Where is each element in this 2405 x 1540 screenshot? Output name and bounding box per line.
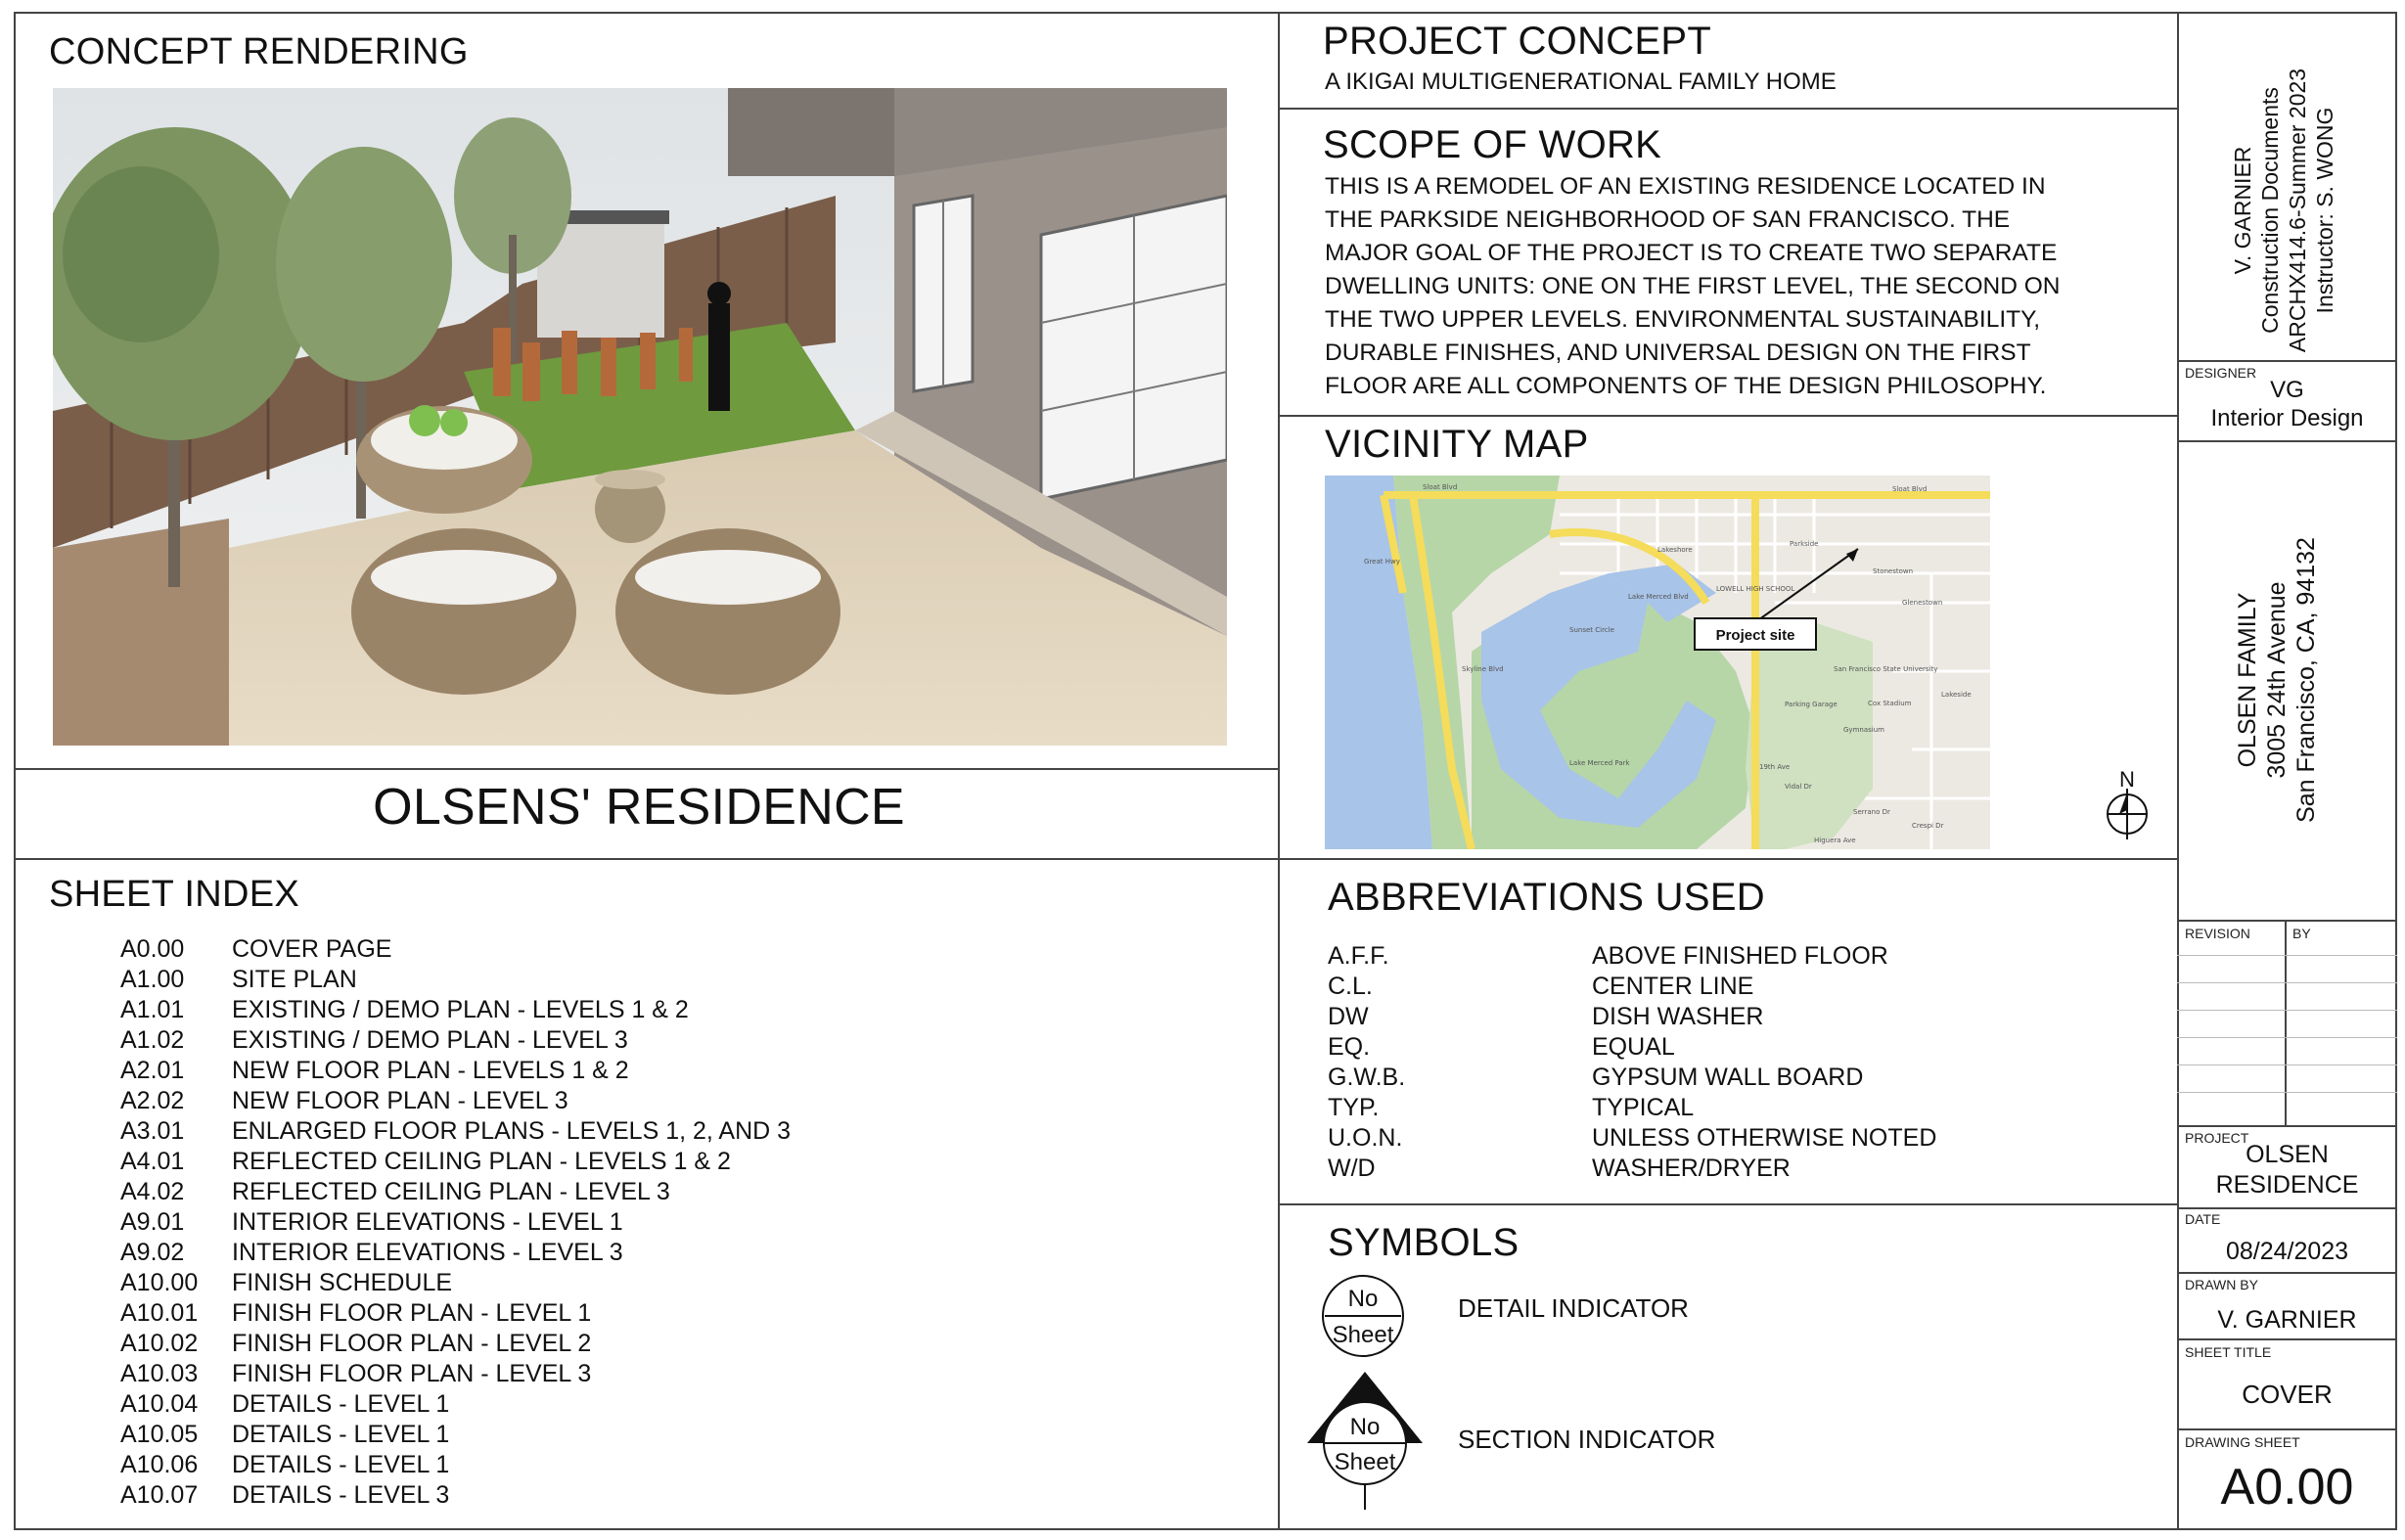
detail-indicator-symbol: [1321, 1272, 1409, 1360]
drawn-by-value: V. GARNIER: [2217, 1306, 2357, 1334]
revision-row-line: [2177, 1064, 2397, 1065]
svg-text:No: No: [1349, 1414, 1381, 1440]
revision-row-line: [2177, 955, 2397, 956]
designer-initials: VG: [2270, 377, 2304, 403]
map-label: Lakeshore: [1657, 546, 1693, 554]
map-label: Glenestown: [1902, 599, 1943, 607]
list-item: A10.01 FINISH FLOOR PLAN - LEVEL 1: [120, 1299, 592, 1327]
divider-scope: [1278, 415, 2177, 417]
map-label: Higuera Ave: [1814, 837, 1856, 844]
frame-bottom: [14, 1528, 2397, 1530]
map-label: Cox Stadium: [1868, 700, 1912, 707]
divider-left-mid: [14, 858, 1278, 860]
scope-line: DURABLE FINISHES, AND UNIVERSAL DESIGN ON THE FIRST: [1325, 340, 2031, 366]
frame-right: [2395, 12, 2397, 1530]
scope-line: THIS IS A REMODEL OF AN EXISTING RESIDENCE LOCATED IN: [1325, 173, 2046, 200]
client-city: San Francisco, CA, 94132: [2292, 537, 2320, 823]
list-item: A9.02 INTERIOR ELEVATIONS - LEVEL 3: [120, 1239, 623, 1266]
by-label: BY: [2292, 926, 2311, 941]
table-row: G.W.B. GYPSUM WALL BOARD: [1328, 1064, 1864, 1091]
frame-top: [14, 12, 2397, 14]
date-value: 08/24/2023: [2225, 1238, 2349, 1265]
table-row: U.O.N. UNLESS OTHERWISE NOTED: [1328, 1124, 1937, 1152]
map-label: Great Hwy: [1364, 558, 1400, 566]
revision-row-line: [2177, 1010, 2397, 1011]
date-label: DATE: [2185, 1211, 2221, 1227]
tb-divider-7: [2177, 1338, 2397, 1340]
list-item: A4.02 REFLECTED CEILING PLAN - LEVEL 3: [120, 1178, 670, 1205]
list-item: A0.00 COVER PAGE: [120, 935, 392, 963]
drawn-by-label: DRAWN BY: [2185, 1277, 2258, 1292]
divider-rendering-bottom: [14, 768, 1278, 770]
table-row: A.F.F. ABOVE FINISHED FLOOR: [1328, 942, 1888, 970]
table-row: W/D WASHER/DRYER: [1328, 1155, 1791, 1182]
client-name: OLSEN FAMILY: [2234, 592, 2261, 768]
divider-title-block: [2177, 12, 2179, 1530]
list-item: A10.05 DETAILS - LEVEL 1: [120, 1421, 450, 1448]
map-label: Gymnasium: [1843, 726, 1884, 734]
tb-divider-6: [2177, 1272, 2397, 1274]
project-site-callout: Project site: [1715, 627, 1795, 644]
table-row: DW DISH WASHER: [1328, 1003, 1764, 1030]
map-label: Vidal Dr: [1785, 783, 1812, 791]
map-label: Sloat Blvd: [1892, 485, 1928, 493]
frame-left: [14, 12, 16, 1530]
vicinity-map-heading: VICINITY MAP: [1325, 423, 1589, 466]
sheet-title-value: COVER: [2242, 1380, 2333, 1409]
list-item: A10.02 FINISH FLOOR PLAN - LEVEL 2: [120, 1330, 592, 1357]
map-label: Sloat Blvd: [1423, 483, 1458, 491]
section-indicator-label: SECTION INDICATOR: [1458, 1425, 1716, 1454]
list-item: A10.07 DETAILS - LEVEL 3: [120, 1481, 450, 1509]
map-label: LOWELL HIGH SCHOOL: [1716, 585, 1795, 593]
map-label: Stonestown: [1873, 567, 1914, 575]
project-line-1: OLSEN: [2246, 1141, 2329, 1168]
divider-vicinity: [1278, 858, 2177, 860]
scope-line: THE TWO UPPER LEVELS. ENVIRONMENTAL SUSTAINABILITY,: [1325, 306, 2041, 333]
map-label: Skyline Blvd: [1462, 665, 1504, 673]
revision-row-line: [2177, 1037, 2397, 1038]
table-row: TYP. TYPICAL: [1328, 1094, 1695, 1121]
tb-divider-8: [2177, 1428, 2397, 1430]
client-address: 3005 24th Avenue: [2263, 581, 2291, 779]
scope-line: THE PARKSIDE NEIGHBORHOOD OF SAN FRANCISCO. THE: [1325, 206, 2011, 233]
list-item: A9.01 INTERIOR ELEVATIONS - LEVEL 1: [120, 1208, 623, 1236]
map-label: Serrano Dr: [1853, 808, 1890, 816]
designer-label: DESIGNER: [2185, 365, 2257, 381]
course-code: ARCHX414.6-Summer 2023: [2285, 68, 2310, 353]
revision-row-line: [2177, 1092, 2397, 1093]
tb-divider-5: [2177, 1207, 2397, 1209]
scope-heading: SCOPE OF WORK: [1323, 123, 1662, 166]
map-label: 19th Ave: [1759, 763, 1791, 771]
drawing-sheet-label: DRAWING SHEET: [2185, 1434, 2300, 1450]
list-item: A10.06 DETAILS - LEVEL 1: [120, 1451, 450, 1478]
project-line-2: RESIDENCE: [2215, 1171, 2359, 1199]
sheet-index-heading: SHEET INDEX: [49, 874, 299, 915]
svg-text:Sheet: Sheet: [1334, 1449, 1396, 1475]
client-address-block: [2233, 435, 2340, 925]
abbreviations-heading: ABBREVIATIONS USED: [1328, 876, 1765, 919]
map-label: Parking Garage: [1785, 701, 1838, 708]
project-concept-heading: PROJECT CONCEPT: [1323, 20, 1712, 63]
divider-main: [1278, 12, 1280, 1530]
revision-label: REVISION: [2185, 926, 2250, 941]
list-item: A4.01 REFLECTED CEILING PLAN - LEVELS 1 & 2: [120, 1148, 731, 1175]
svg-text:Sheet: Sheet: [1332, 1322, 1394, 1348]
detail-indicator-label: DETAIL INDICATOR: [1458, 1293, 1689, 1323]
vicinity-map: [1325, 476, 1990, 849]
concept-rendering-heading: CONCEPT RENDERING: [49, 31, 469, 72]
designer-role: Interior Design: [2210, 405, 2364, 431]
table-row: C.L. CENTER LINE: [1328, 973, 1754, 1000]
student-name: V. GARNIER: [2230, 146, 2255, 275]
list-item: A3.01 ENLARGED FLOOR PLANS - LEVELS 1, 2, AND 3: [120, 1117, 792, 1145]
divider-abbr: [1278, 1203, 2177, 1205]
map-label: Parkside: [1790, 540, 1819, 548]
instructor: Instructor: S. WONG: [2312, 107, 2337, 314]
drawing-sheet-number: A0.00: [2220, 1459, 2354, 1516]
list-item: A10.03 FINISH FLOOR PLAN - LEVEL 3: [120, 1360, 592, 1387]
project-name-title: OLSENS' RESIDENCE: [373, 779, 905, 836]
scope-line: MAJOR GOAL OF THE PROJECT IS TO CREATE TWO SEPARATE: [1325, 240, 2058, 266]
project-label: PROJECT: [2185, 1130, 2249, 1146]
section-indicator-symbol: [1303, 1370, 1427, 1513]
scope-line: FLOOR ARE ALL COMPONENTS OF THE DESIGN PHILOSOPHY.: [1325, 373, 2047, 399]
list-item: A10.04 DETAILS - LEVEL 1: [120, 1390, 450, 1418]
north-label: N: [2119, 767, 2135, 792]
scope-line: DWELLING UNITS: ONE ON THE FIRST LEVEL, THE SECOND ON: [1325, 273, 2061, 299]
map-label: Lakeside: [1941, 691, 1972, 699]
concept-rendering-image: [53, 88, 1227, 746]
list-item: A10.00 FINISH SCHEDULE: [120, 1269, 453, 1296]
svg-text:No: No: [1347, 1286, 1379, 1312]
map-label: San Francisco State University: [1834, 665, 1938, 673]
tb-revision-col: [2285, 920, 2287, 1125]
tb-divider-4: [2177, 1125, 2397, 1127]
symbols-heading: SYMBOLS: [1328, 1221, 1520, 1264]
course-line: Construction Documents: [2257, 87, 2283, 334]
list-item: A2.02 NEW FLOOR PLAN - LEVEL 3: [120, 1087, 568, 1114]
list-item: A1.02 EXISTING / DEMO PLAN - LEVEL 3: [120, 1026, 628, 1054]
table-row: EQ. EQUAL: [1328, 1033, 1675, 1061]
project-concept-subtitle: A IKIGAI MULTIGENERATIONAL FAMILY HOME: [1325, 68, 1837, 95]
map-label: Lake Merced Park: [1569, 759, 1630, 767]
map-label: Sunset Circle: [1569, 626, 1614, 634]
list-item: A2.01 NEW FLOOR PLAN - LEVELS 1 & 2: [120, 1057, 629, 1084]
list-item: A1.00 SITE PLAN: [120, 966, 357, 993]
map-label: Lake Merced Blvd: [1628, 593, 1689, 601]
list-item: A1.01 EXISTING / DEMO PLAN - LEVELS 1 & 2: [120, 996, 689, 1023]
sheet-title-label: SHEET TITLE: [2185, 1344, 2272, 1360]
map-label: Crespi Dr: [1912, 822, 1944, 830]
revision-row-line: [2177, 982, 2397, 983]
divider-concept: [1278, 108, 2177, 110]
